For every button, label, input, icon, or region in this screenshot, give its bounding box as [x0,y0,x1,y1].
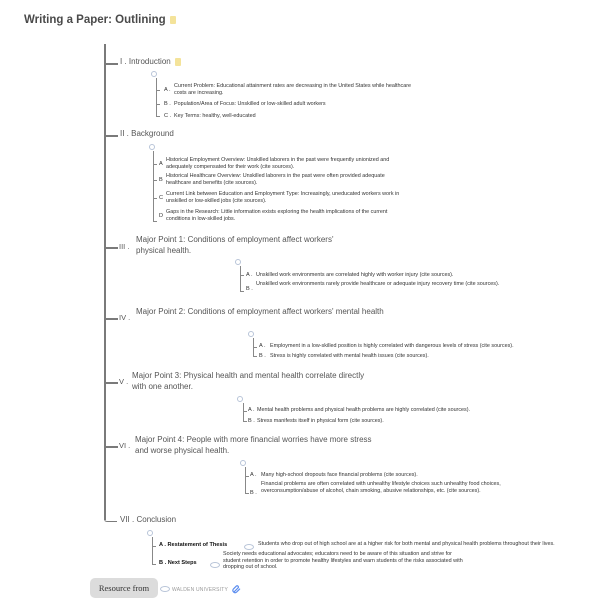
item-label: A . [246,272,253,278]
item-label: C . [164,113,172,119]
collapse-toggle[interactable] [151,71,157,77]
connector-icon [160,586,170,592]
item-restatement-of-thesis[interactable]: A . Restatement of Thesis [159,542,228,548]
section-number: VI . [119,441,131,450]
item-label: A . [250,472,257,478]
item-label: C [159,195,164,201]
note-icon[interactable] [170,16,176,24]
tree-trunk-end [104,512,117,522]
section-major-point-4[interactable]: Major Point 4: People with more financial worries have more stress and worse physical health. [135,435,372,455]
section-background[interactable]: II . Background [120,129,174,138]
resource-from-button[interactable]: Resource from [90,578,158,598]
item-text[interactable]: Mental health problems and physical health problems are highly correlated (cite sources). [257,407,471,413]
item-label: A . [248,407,255,413]
sub-bracket [153,151,154,222]
item-label: B . [250,490,257,496]
item-text[interactable]: Students who drop out of high school are at a higher risk for both mental and physical health problems throughout their lives. [258,541,555,547]
item-label: B . [259,353,266,359]
page-title: Writing a Paper: Outlining [24,14,176,26]
item-text[interactable]: Population/Area of Focus: Unskilled or low-skilled adult workers [174,101,326,107]
section-major-point-2[interactable]: Major Point 2: Conditions of employment affect workers' mental health [136,307,384,316]
section-conclusion[interactable]: VII . Conclusion [120,515,177,524]
section-number: V . [119,377,129,386]
section-major-point-1[interactable]: Major Point 1: Conditions of employment affect workers' physical health. [136,235,334,255]
item-label: B [159,177,163,183]
item-text[interactable]: Stress manifests itself in physical form (cite sources). [257,418,384,424]
item-text[interactable]: Gaps in the Research: Little information exists exploring the health implications of the current conditions in low-skilled jobs. [166,209,388,222]
collapse-toggle[interactable] [240,460,246,466]
link-icon[interactable] [232,585,241,594]
item-text[interactable]: Financial problems are often correlated with unhealthy lifestyle choices such unhealthy food choices, overconsumption/abuse of alcohol, chain smoking, abusive relationships, etc. (cite sources). [261,481,501,494]
collapse-toggle[interactable] [147,530,153,536]
item-text[interactable]: Key Terms: healthy, well-educated [174,113,256,119]
branch-line [106,247,118,249]
item-next-steps[interactable]: B . Next Steps [159,560,197,566]
item-label: A . [259,343,266,349]
item-text[interactable]: Unskilled work environments rarely provide healthcare or adequate injury recovery time (cite sources). [256,281,500,287]
branch-line [106,318,118,320]
item-label: B . [164,101,171,107]
sub-bracket [243,403,244,422]
section-major-point-3[interactable]: Major Point 3: Physical health and mental health correlate directly with one another. [132,371,365,391]
item-text[interactable]: Unskilled work environments are correlated highly with worker injury (cite sources). [256,272,454,278]
branch-line [106,63,118,65]
sub-bracket [152,537,153,565]
collapse-toggle[interactable] [235,259,241,265]
resource-source: WALDEN UNIVERSITY [172,585,241,594]
item-text[interactable]: Historical Healthcare Overview: Unskilled laborers in the past were often provided adequate healthcare and benefits (cite sources). [166,173,385,186]
branch-line [106,135,118,137]
item-label: B . [246,286,253,292]
item-text[interactable]: Society needs educational advocates; educators need to be aware of this situation and strive for student retention in order to promote healthy lifestyles and warn students of the risks associated with dropping out of school. [223,551,463,571]
section-number: IV . [119,313,131,322]
collapse-toggle[interactable] [248,331,254,337]
sub-bracket [240,266,241,292]
collapse-toggle[interactable] [237,396,243,402]
item-label: A [159,161,163,167]
note-icon[interactable] [175,58,181,66]
item-text[interactable]: Current Problem: Educational attainment rates are decreasing in the United States while healthcare costs are increasing. [174,83,412,96]
item-text[interactable]: Historical Employment Overview: Unskilled laborers in the past were frequently unionized and adequately compensated for their work (cite sources). [166,157,390,170]
connector-icon [244,544,254,550]
branch-line [106,446,118,448]
item-text[interactable]: Stress is highly correlated with mental health issues (cite sources). [270,353,429,359]
collapse-toggle[interactable] [149,144,155,150]
section-introduction[interactable]: I . Introduction [120,57,181,68]
section-number: III . [119,242,130,251]
item-label: A . [164,87,171,93]
item-text[interactable]: Current Link between Education and Employment Type: Increasingly, uneducated workers work in unskilled or low-skilled jobs (cite sources). [166,191,400,204]
tree-trunk [104,44,106,520]
item-label: D [159,213,164,219]
item-label: B . [248,418,255,424]
sub-bracket [245,467,246,494]
item-text[interactable]: Employment in a low-skilled position is highly correlated with dangerous levels of stress (cite sources). [270,343,514,349]
item-text[interactable]: Many high-school dropouts face financial problems (cite sources). [261,472,418,478]
sub-bracket [156,78,157,117]
branch-line [106,382,118,384]
connector-icon [210,562,220,568]
